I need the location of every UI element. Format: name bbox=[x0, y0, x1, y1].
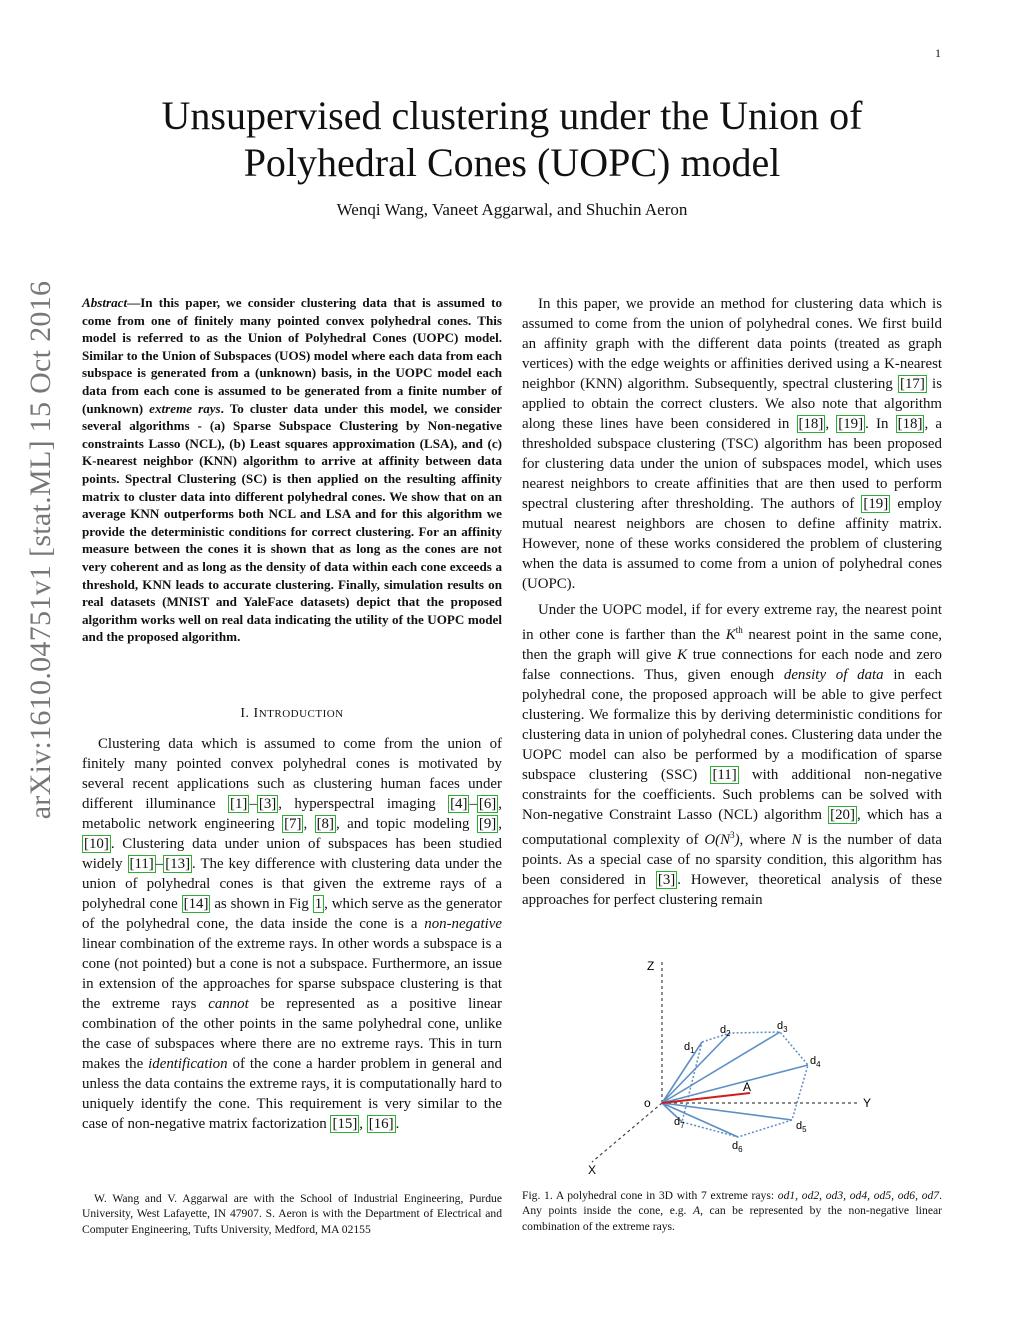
citation-link[interactable]: [19] bbox=[838, 416, 864, 432]
axis-label-y: Y bbox=[863, 1096, 872, 1110]
page-number: 1 bbox=[935, 46, 941, 60]
section-heading-introduction bbox=[82, 706, 502, 722]
citation-link[interactable]: [8] bbox=[316, 816, 334, 832]
citation-link[interactable]: [10] bbox=[84, 836, 109, 852]
footnote bbox=[82, 1191, 502, 1237]
citation-link[interactable]: [4] bbox=[450, 796, 468, 812]
label-d3: $d_3$ bbox=[777, 1020, 788, 1034]
citation-link[interactable]: [18] bbox=[798, 416, 824, 432]
origin-label: o bbox=[644, 1096, 651, 1110]
right-column-text bbox=[522, 294, 942, 910]
x-axis bbox=[592, 1103, 662, 1162]
point-label-A: A bbox=[743, 1080, 752, 1094]
citation-link[interactable]: [15] bbox=[332, 1116, 358, 1132]
citation-link[interactable]: [13] bbox=[165, 856, 191, 872]
title-line-1: Unsupervised clustering under the Union of bbox=[161, 93, 863, 138]
citation-link[interactable]: [17] bbox=[900, 376, 925, 392]
arxiv-identifier: arXiv:1610.04751v1 [stat.ML] 15 Oct 2016 bbox=[24, 280, 57, 820]
footnote-text: W. Wang and V. Aggarwal are with the School of Industrial Engineering, Purdue University, West Lafayette, IN 47907. S. Aeron is with the Department of Electrical and Computer Engineering, Tufts University, Medford, MA 02155 bbox=[82, 1192, 502, 1236]
author-list: Wenqi Wang, Vaneet Aggarwal, and Shuchin Aeron bbox=[336, 200, 688, 219]
citation-link[interactable]: [14] bbox=[183, 896, 209, 912]
figure-link[interactable]: 1 bbox=[314, 896, 323, 912]
paragraph-method: In this paper, we provide an method for clustering data which is assumed to come from the union of polyhedral cones. We first build an affinity graph with the different data points (treated as graph vertices) with the edge weights or affinities derived using a K-nearest neighbor (KNN) algorithm. Subsequently, spectral clustering [17] is applied to obtain the correct clusters. We also note that algorithm along these lines have been considered in [18] , [19] . In [18] , a thresholded subspace clustering (TSC) algorithm has been proposed for clustering data under the union of subspaces model, which uses nearest neighbors to create affinities that are then used to perform spectral clustering after thresholding. The authors of [19] employ mutual nearest neighbors are chosen to define affinity matrix. However, none of these works considered the problem of clustering when the data is assumed to come from a union of polyhedral cones (UOPC). bbox=[522, 296, 943, 592]
introduction-paragraph: Clustering data which is assumed to come from the union of finitely many pointed convex polyhedral cones is motivated by several recent applications such as clustering human faces under different illuminance [1] – [3] , hyperspectral imaging [4] – [6] , metabolic network engineering [7] , [8] , and topic modeling [9] , [10] . Clustering data under union of subspaces has been studied widely [11] – [13] . The key difference with clustering data under the union of polyhedral cones is that given the extreme rays of a polyhedral cone [14] as shown in Fig 1 , which serve as the generator of the polyhedral cone, the data inside the cone is a non-negative linear combination of the extreme rays. In other words a subspace is a cone (not pointed) but a cone is not a subspace. Furthermore, an issue in extension of the approaches for sparse subspace clustering is that the extreme rays cannot be represented as a positive linear combination of the other points in the same polyhedral cone, unlike the case of subspaces where there are no extreme rays. This in turn makes the identification of the cone a harder problem in general and unless the data contains the extreme rays, it is computationally hard to uniquely identify the cone. This requirement is very similar to the case of non-negative matrix factorization [15] , [16] . bbox=[82, 736, 503, 1132]
citation-link[interactable]: [20] bbox=[830, 806, 855, 823]
citation-link[interactable]: [9] bbox=[478, 816, 497, 832]
citation-link[interactable]: [6] bbox=[478, 796, 497, 812]
caption-label: Fig. 1. bbox=[522, 1189, 553, 1202]
citation-link[interactable]: [3] bbox=[258, 796, 277, 812]
cone-diagram bbox=[572, 950, 912, 1180]
label-d2: $d_2$ bbox=[720, 1024, 731, 1038]
label-d6: $d_6$ bbox=[732, 1140, 743, 1154]
citation-link[interactable]: [11] bbox=[129, 856, 154, 872]
citation-link[interactable]: [1] bbox=[230, 796, 248, 812]
citation-link[interactable]: [18] bbox=[897, 416, 923, 432]
citation-link[interactable]: [16] bbox=[368, 1116, 394, 1132]
axis-label-x: X bbox=[588, 1163, 597, 1177]
paper-title bbox=[110, 92, 914, 186]
polyhedral-cone-figure bbox=[572, 950, 912, 1180]
abstract-emphasis: extreme rays bbox=[149, 400, 221, 416]
abstract bbox=[82, 294, 502, 646]
arxiv-side-label bbox=[16, 170, 66, 930]
abstract-label: Abstract bbox=[82, 295, 128, 310]
abstract-text-2: . To cluster data under this model, we consider several algorithms - (a) Sparse Subspace Clustering by Non-negative constraints Lasso (NCL), (b) Least squares approximation (LSA), and (c) K-nearest neighbor (KNN) algorithm to arrive at affinity between data points. Spectral Clustering (SC) is then applied on the resulting affinity matrix to cluster data into different polyhedral cones. We show that on an average KNN outperforms both NCL and LSA and for this algorithm we provide the deterministic conditions for correct clustering. For an affinity measure between the cones it is shown that as long as the cones are not very coherent and as long as the density of data within each cone exceeds a threshold, KNN leads to accurate clustering. Finally, simulation results on real datasets (MNIST and YaleFace datasets) depict that the proposed algorithm works well on real data indicating the utility of the UOPC model and the proposed algorithm. bbox=[82, 400, 502, 645]
section-initial: I bbox=[253, 706, 259, 721]
paragraph-uopc: Under the UOPC model, if for every extreme ray, the nearest point in other cone is farther than the $K^{th}$ nearest point in the same cone, then the graph will give K true connections for each node and zero false connections. Thus, given enough density of data in each polyhedral cone, the proposed approach will be able to give perfect clustering. We formalize this by deriving deterministic conditions for clustering data in union of polyhedral cones. Clustering data under the UOPC model can also be performed by a modification of sparse subspace clustering (SSC) [11] with additional non-negative constraints for the coefficients. Such problems can be solved with Non-negative Constraint Lasso (NCL) algorithm [20] , which has a computational complexity of $O(N^3)$, where N is the number of data points. As a special case of no sparsity condition, this algorithm has been considered in [3] . However, theoretical analysis of these approaches for perfect clustering remain bbox=[522, 602, 943, 908]
citation-link[interactable]: [3] bbox=[657, 871, 676, 888]
citation-link[interactable]: [7] bbox=[284, 816, 302, 832]
section-rest: NTRODUCTION bbox=[258, 708, 344, 720]
citation-link[interactable]: [11] bbox=[712, 766, 737, 783]
label-d1: $d_1$ bbox=[684, 1041, 695, 1055]
axis-label-z: Z bbox=[647, 959, 655, 973]
figure-caption: Fig. 1. A polyhedral cone in 3D with 7 extreme rays: od1, od2, od3, od4, od5, od6, od7. Any points inside the cone, e.g. A, can be represented by the non-negative linear combination of the extreme rays. bbox=[522, 1189, 942, 1233]
section-numeral: I. bbox=[240, 706, 254, 721]
label-d4: $d_4$ bbox=[810, 1055, 821, 1069]
title-line-2: Polyhedral Cones (UOPC) model bbox=[243, 140, 781, 185]
label-d5: $d_5$ bbox=[796, 1120, 807, 1134]
label-d7: $d_7$ bbox=[674, 1116, 685, 1130]
citation-link[interactable]: [19] bbox=[863, 496, 889, 512]
abstract-text-1: —In this paper, we consider clustering data that is assumed to come from one of finitely many pointed convex polyhedral cones. This model is referred to as the Union of Polyhedral Cones (UOPC) model. Similar to the Union of Subspaces (UOS) model where each data from each subspace is generated from a (unknown) basis, in the UOPC model each data from each cone is assumed to be generated from a finite number of (unknown) bbox=[82, 295, 502, 416]
